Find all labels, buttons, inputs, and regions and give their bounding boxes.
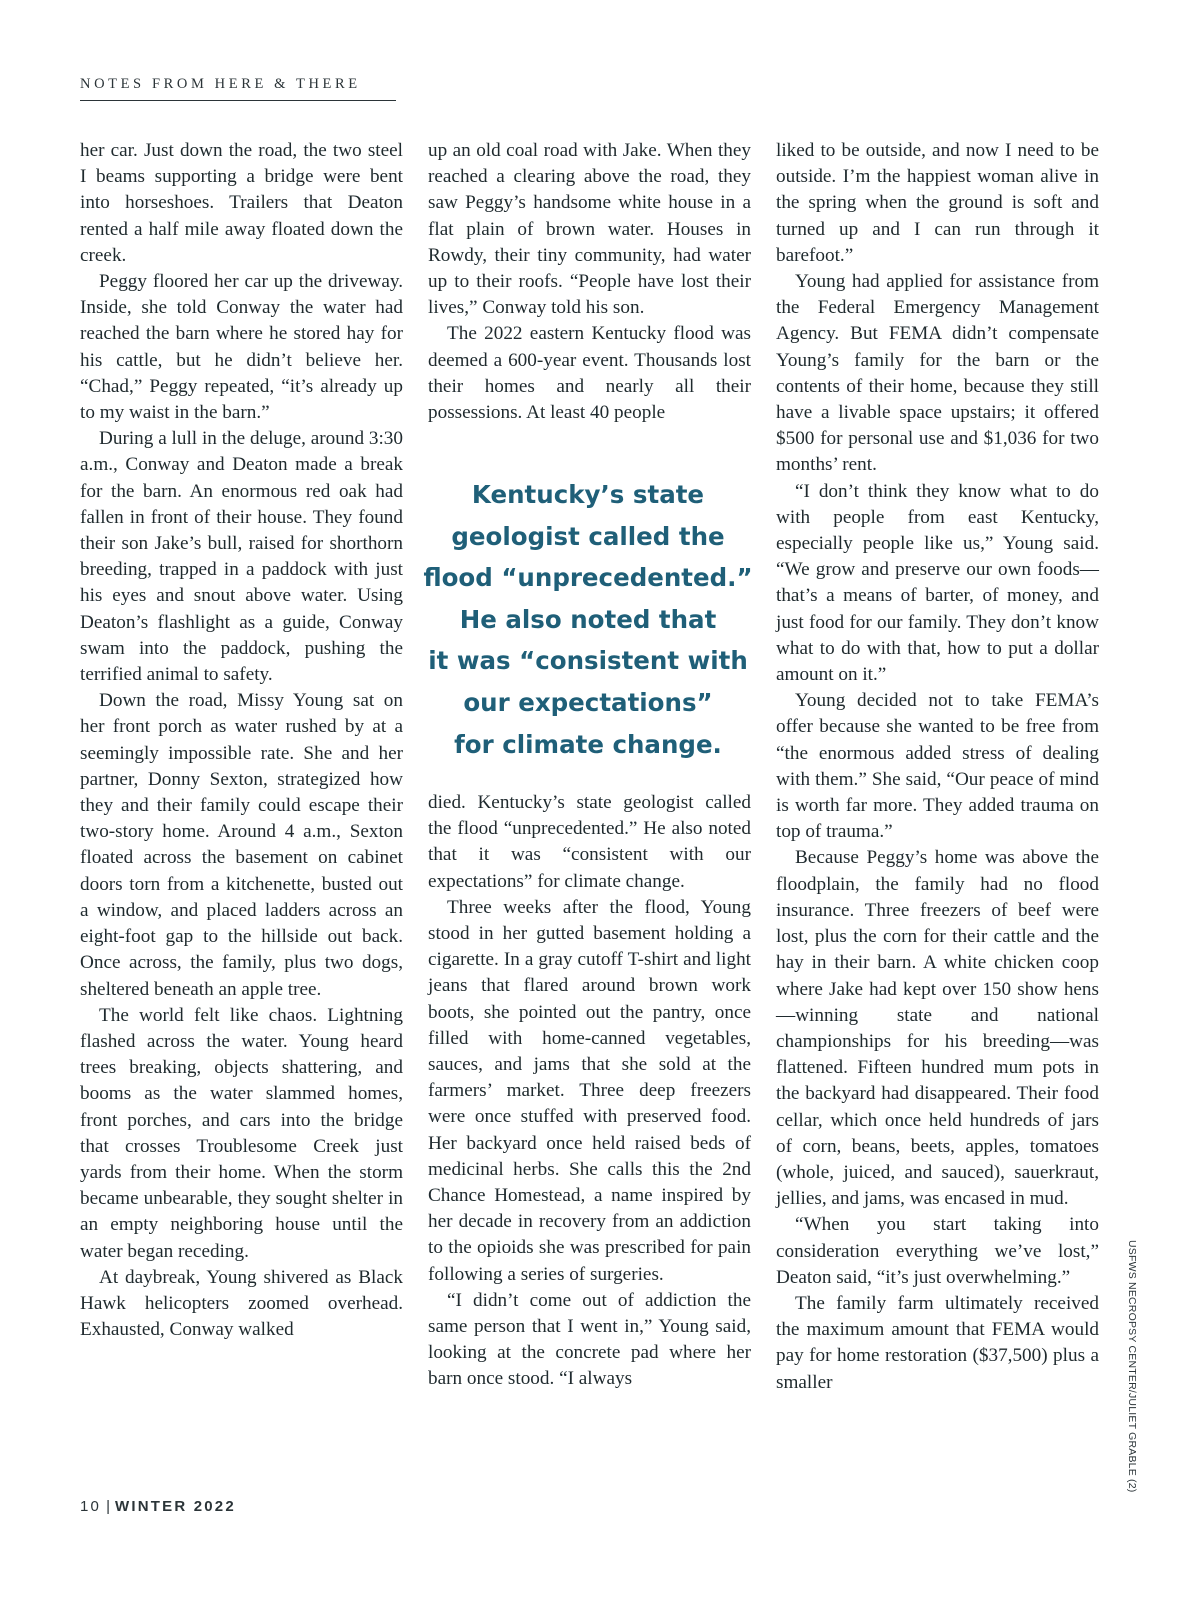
pull-quote-line: geologist called the: [451, 521, 725, 551]
paragraph: her car. Just down the road, the two steel I beams supporting a bridge were bent into horseshoes. Trailers that Deaton rented a half mile away floated down the creek.: [80, 140, 403, 266]
article-column-1: [80, 138, 403, 1343]
footer-separator: |: [106, 1498, 110, 1515]
paragraph: “I don’t think they know what to do with people from east Kentucky, especially people like us,” Young said. “We grow and preserve our own foods—that’s a means of barter, of money, and just food for our family. They don’t know what to do with that, how to put a dollar amount on it.”: [776, 480, 1099, 686]
photo-credit-text: USFWS NECROPSY CENTER/JULIET GRABLE (2): [1126, 1240, 1138, 1493]
paragraph: up an old coal road with Jake. When they reached a clearing above the road, they saw Peggy’s handsome white house in a flat plain of brown water. Houses in Rowdy, their tiny community, had water up to their roofs. “People have lost their lives,” Conway told his son.: [428, 140, 751, 319]
paragraph: The family farm ultimately received the maximum amount that FEMA would pay for home restoration ($37,500) plus a smaller: [776, 1292, 1099, 1393]
paragraph: During a lull in the deluge, around 3:30 a.m., Conway and Deaton made a break for the barn. An enormous red oak had fallen in front of their house. They found their son Jake’s bull, raised for shorthorn breeding, trapped in a paddock with just his eyes and snout above water. Using Deaton’s flashlight as a guide, Conway swam into the paddock, pushing the terrified animal to safety.: [80, 428, 403, 686]
article-column-2-bottom: [428, 790, 751, 1393]
page-number: 10: [80, 1498, 102, 1515]
pull-quote-line: flood “unprecedented.”: [423, 563, 753, 593]
paragraph: Young had applied for assistance from the Federal Emergency Management Agency. But FEMA didn’t compensate Young’s family for the barn or the contents of their home, because they still have a livable space upstairs; it offered $500 for personal use and $1,036 for two months’ rent.: [776, 271, 1099, 476]
paragraph: Young decided not to take FEMA’s offer because she wanted to be free from “the enormous added stress of dealing with them.” She said, “Our peace of mind is worth far more. They added trauma on top of trauma.”: [776, 690, 1099, 843]
paragraph: “When you start taking into consideration everything we’ve lost,” Deaton said, “it’s just overwhelming.”: [776, 1214, 1099, 1288]
pull-quote-line: it was “consistent with: [428, 646, 748, 676]
paragraph: At daybreak, Young shivered as Black Hawk helicopters zoomed overhead. Exhausted, Conway walked: [80, 1266, 403, 1341]
pull-quote-line: for climate change.: [454, 729, 722, 759]
paragraph: died. Kentucky’s state geologist called the flood “unprecedented.” He also noted that it was “consistent with our expectations” for climate change.: [428, 792, 751, 892]
paragraph: The world felt like chaos. Lightning flashed across the water. Young heard trees breaking, objects shattering, and booms as the water slammed homes, front porches, and cars into the bridge that crosses Troublesome Creek just yards from their home. When the storm became unbearable, they sought shelter in an empty neighboring house until the water began receding.: [80, 1004, 403, 1262]
paragraph: liked to be outside, and now I need to be outside. I’m the happiest woman alive in the spring when the ground is soft and turned up and I can run through it barefoot.”: [776, 140, 1099, 266]
pull-quote: [418, 474, 758, 765]
paragraph: Three weeks after the flood, Young stood in her gutted basement holding a cigarette. In a gray cutoff T-shirt and light jeans that flared around brown work boots, she pointed out the pantry, once filled with home-canned vegetables, sauces, and jams that she sold at the farmers’ market. Three deep freezers were once stuffed with preserved food. Her backyard once held raised beds of medicinal herbs. She calls this the 2nd Chance Homestead, a name inspired by her decade in recovery from an addiction to the opioids she was prescribed for pain following a series of surgeries.: [428, 896, 751, 1285]
paragraph: “I didn’t come out of addiction the same person that I went in,” Young said, looking at the concrete pad where her barn once stood. “I always: [428, 1289, 751, 1390]
pull-quote-line: He also noted that: [459, 604, 717, 634]
paragraph: Down the road, Missy Young sat on her front porch as water rushed by at a seemingly impossible rate. She and her partner, Donny Sexton, strategized how they and their family could escape their two-story home. Around 4 a.m., Sexton floated across the basement on cabinet doors torn from a kitchenette, busted out a window, and placed ladders across an eight-foot gap to the hillside out back. Once across, the family, plus two dogs, sheltered beneath an apple tree.: [80, 690, 403, 1000]
article-column-3: [776, 138, 1099, 1396]
paragraph: The 2022 eastern Kentucky flood was deemed a 600-year event. Thousands lost their homes and nearly all their possessions. At least 40 people: [428, 323, 751, 424]
paragraph: Peggy floored her car up the driveway. Inside, she told Conway the water had reached the barn where he stored hay for his cattle, but he didn’t believe her. “Chad,” Peggy repeated, “it’s already up to my waist in the barn.”: [80, 271, 403, 424]
article-column-2-top: [428, 138, 751, 426]
pull-quote-line: our expectations”: [463, 687, 713, 717]
photo-credit: [1126, 1240, 1140, 1493]
page-footer: [80, 1498, 236, 1515]
paragraph: Because Peggy’s home was above the floodplain, the family had no flood insurance. Three freezers of beef were lost, plus the corn for their cattle and the hay in their barn. A white chicken coop where Jake had kept over 150 show hens—winning state and national championships for his breeding—was flattened. Fifteen hundred mum pots in the backyard had disappeared. Their food cellar, which once held hundreds of jars of corn, beans, beets, apples, tomatoes (whole, juiced, and sauced), sauerkraut, jellies, and jams, was encased in mud.: [776, 847, 1099, 1210]
pull-quote-line: Kentucky’s state: [471, 480, 705, 509]
section-header: NOTES FROM HERE & THERE: [80, 76, 396, 101]
issue-label: WINTER 2022: [115, 1498, 236, 1515]
